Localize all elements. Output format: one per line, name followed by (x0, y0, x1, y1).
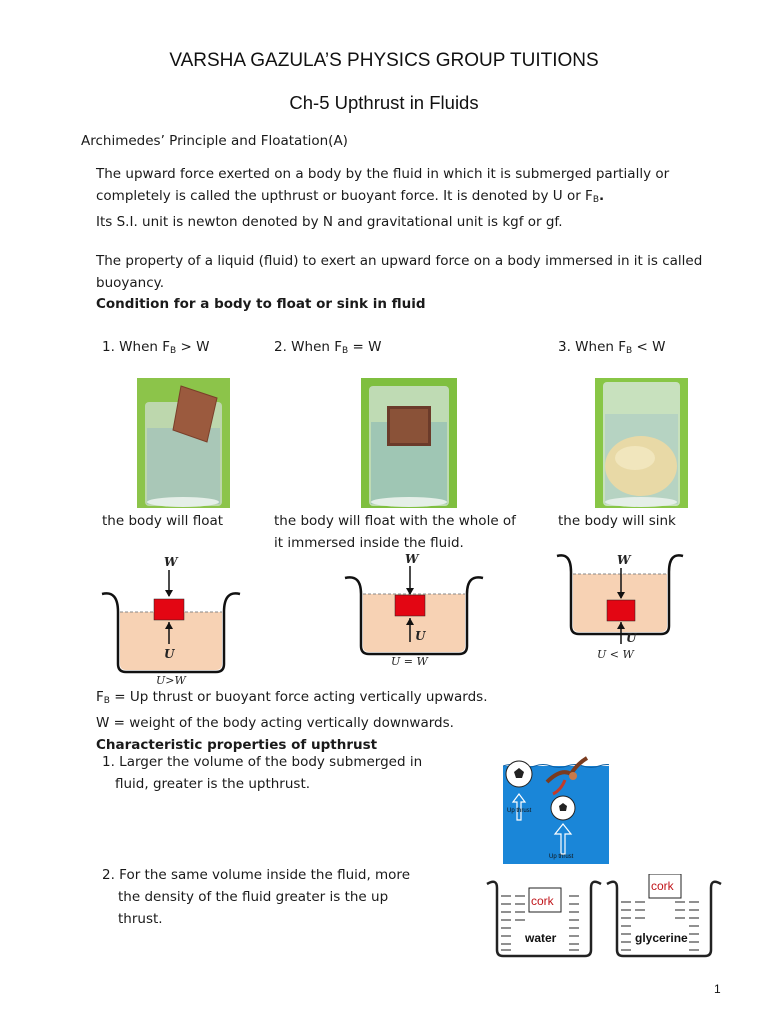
characteristic-2: 2. For the same volume inside the fluid, more the density of the fluid greater is the up thrust. (102, 867, 410, 927)
section-heading: Archimedes’ Principle and Floatation(A) (81, 133, 348, 149)
buoyancy-line-1: The property of a liquid (fluid) to exert an upward force on a body immersed in it is called (96, 253, 703, 269)
caption-float: the body will float (102, 513, 224, 529)
diagram-2-relation: U = W (391, 655, 428, 668)
diagram-1-u-label: U (164, 647, 175, 661)
diagram-float (98, 552, 244, 686)
beaker-water (487, 882, 601, 956)
diagram-2-w-label: W (405, 552, 419, 566)
diagram-float-immersed (341, 552, 487, 670)
characteristics-heading: Characteristic properties of upthrust (96, 737, 378, 753)
beaker-glycerine (607, 874, 721, 956)
diagram-3-w-label: W (617, 553, 631, 567)
cork-label-right: cork (651, 879, 674, 893)
document-title: VARSHA GAZULA’S PHYSICS GROUP TUITIONS (169, 50, 599, 71)
photo-submerged-block (361, 378, 457, 508)
fluid-label-glycerine: glycerine (635, 931, 688, 945)
upthrust-label-1: Up thrust (507, 808, 532, 814)
characteristic-1: 1. Larger the volume of the body submerged in fluid, greater is the upthrust. (102, 754, 423, 792)
cork-label-left: cork (531, 894, 554, 908)
condition-heading: Condition for a body to float or sink in fluid (96, 296, 426, 312)
buoyancy-paragraph (96, 250, 756, 294)
intro-paragraph (96, 163, 746, 233)
cork-density-figure (485, 874, 725, 960)
page-number: 1 (714, 982, 721, 996)
diagram-1-relation: U>W (156, 674, 186, 686)
intro-line-1: The upward force exerted on a body by the fluid in which it is submerged partially or (96, 166, 670, 182)
definition-w: W = weight of the body acting vertically downwards. (96, 715, 454, 731)
diagram-2-u-label: U (415, 629, 426, 643)
diagram-1-w-label: W (164, 555, 178, 569)
diagram-3-relation: U < W (597, 648, 634, 661)
definitions (96, 686, 656, 756)
upthrust-balls-figure (503, 754, 609, 864)
photo-sinking-potato (595, 378, 688, 508)
buoyancy-line-2: buoyancy. (96, 275, 164, 291)
definition-fb: $F_B = Up$ thrust or buoyant force acting vertically upwards. (96, 689, 488, 706)
caption-float-immersed: the body will float with the whole of it immersed inside the fluid. (274, 513, 516, 551)
condition-2-label: 2. When $F_B = W$ (274, 339, 382, 356)
fluid-label-water: water (525, 931, 557, 945)
diagram-sink (553, 550, 687, 666)
photo-floating-sponge (137, 378, 230, 508)
caption-sink: the body will sink (558, 513, 676, 529)
diagram-3-u-label: U (626, 631, 637, 645)
intro-line-3: Its S.I. unit is newton denoted by N and gravitational unit is kgf or gf. (96, 214, 563, 230)
chapter-title: Ch-5 Upthrust in Fluids (289, 92, 479, 113)
condition-1-label: 1. When $F_B > W$ (102, 339, 210, 356)
upthrust-label-2: Up thrust (549, 854, 574, 860)
condition-3-label: 3. When $F_B < W$ (558, 339, 666, 356)
intro-line-2: completely is called the upthrust or buoyant force. It is denoted by U or $F_B$. (96, 188, 605, 205)
